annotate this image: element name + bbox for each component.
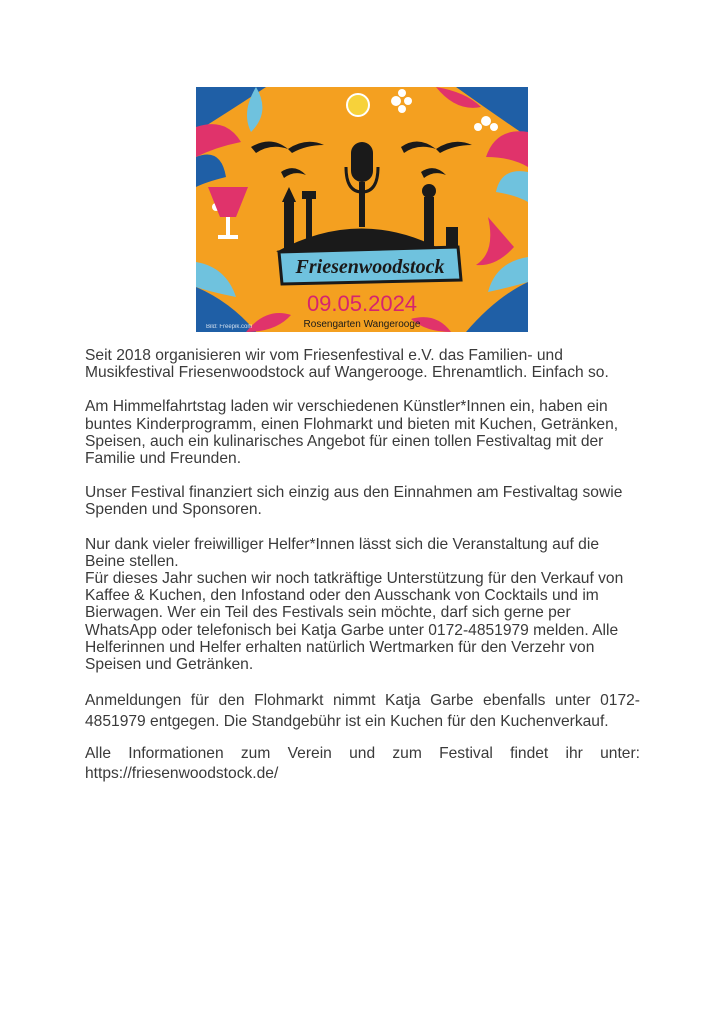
poster-venue: Rosengarten Wangerooge bbox=[303, 319, 421, 330]
orange-slice-icon bbox=[347, 94, 369, 116]
paragraph-website: Alle Informationen zum Verein und zum Festival findet ihr unter: https://friesenwoodstock.de/ bbox=[85, 745, 640, 783]
paragraph-financing: Unser Festival finanziert sich einzig aus den Einnahmen am Festivaltag sowie Spenden und Sponsoren. bbox=[85, 484, 623, 519]
paragraph-helpers: Nur dank vieler freiwilliger Helfer*Innen lässt sich die Veranstaltung auf die Beine stellen. bbox=[85, 535, 599, 570]
poster-artwork bbox=[196, 87, 528, 332]
paragraph-intro: Seit 2018 organisieren wir vom Friesenfestival e.V. das Familien- und Musikfestival Friesenwoodstock auf Wangerooge. Ehrenamtlich. Einfach so. bbox=[85, 347, 609, 382]
poster-title: Friesenwoodstock bbox=[295, 256, 445, 278]
festival-poster bbox=[196, 87, 528, 332]
poster-date: 09.05.2024 bbox=[306, 291, 418, 316]
article-body bbox=[85, 347, 640, 784]
paragraph-support: Für dieses Jahr suchen wir noch tatkräftige Unterstützung für den Verkauf von Kaffee & Kuchen, den Infostand oder den Ausschank von Cocktails und im Bierwagen. Wer ein Teil des Festivals sein möchte, darf sich gerne per WhatsApp oder telefonisch bei Katja Garbe unter 0172-4851979 melden. Alle Helferinnen und Helfer erhalten natürlich Wertmarken für den Verzehr von Speisen und Getränken. bbox=[85, 570, 624, 674]
image-credit: Bild: Freepik.com bbox=[206, 324, 253, 330]
paragraph-flea-market: Anmeldungen für den Flohmarkt nimmt Katja Garbe ebenfalls unter 0172-4851979 entgegen. Die Standgebühr ist ein Kuchen für den Kuchenverkauf. bbox=[85, 692, 640, 731]
paragraph-program: Am Himmelfahrtstag laden wir verschiedenen Künstler*Innen ein, haben ein buntes Kinderprogramm, einen Flohmarkt und bieten mit Kuchen, Getränken, Speisen, auch ein kulinarisches Angebot für einen tollen Festivaltag mit der Familie und Freunden. bbox=[85, 398, 619, 468]
